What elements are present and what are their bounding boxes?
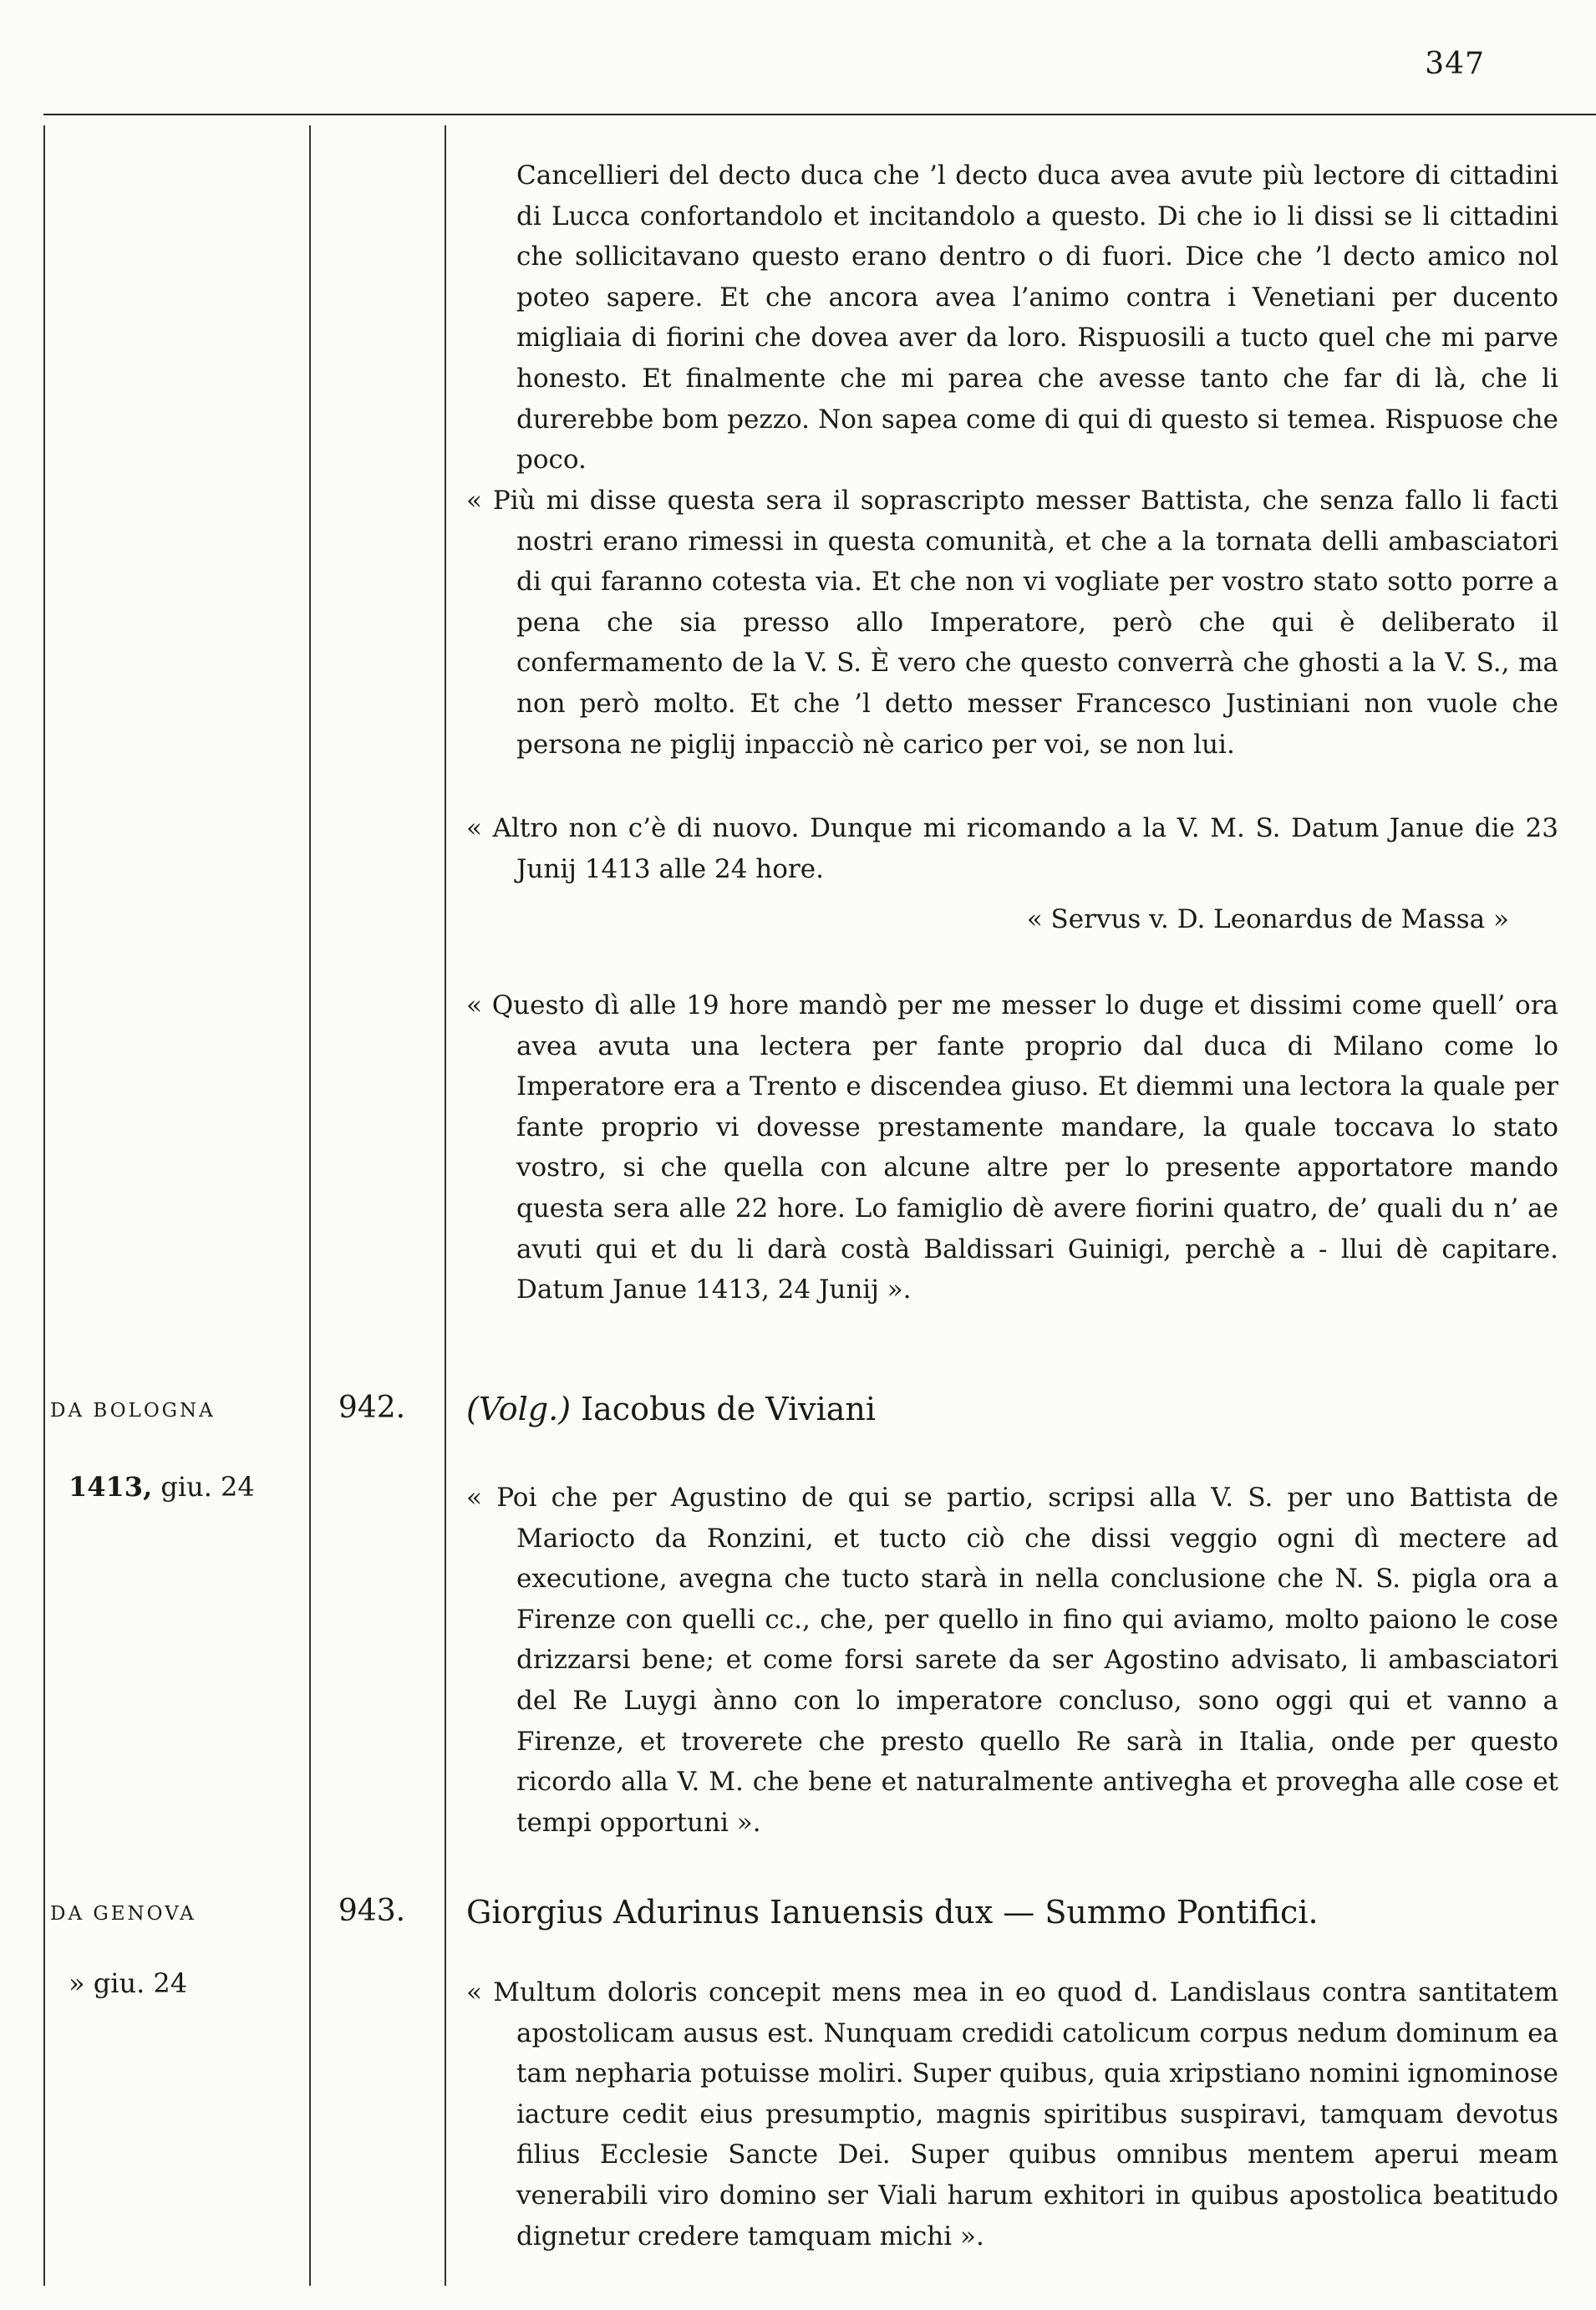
letter-paragraph-3: « Altro non c’è di nuovo. Dunque mi ricomando a la V. M. S. Datum Janue die 23 Junij 1413 alle 24 hore. xyxy=(466,813,1558,884)
letter-paragraph-2: « Più mi disse questa sera il soprascripto messer Battista, che senza fallo li facti nostri erano rimessi in questa comunità, et che a la tornata delli ambasciatori di qui faranno cotesta via. Et che non vi vogliate per vostro stato sotto porre a pena che sia presso allo Imperatore, però che qui è deliberato il confermamento de la V. S. È vero che questo converrà che ghosti a la V. S., ma non però molto. Et che ’l detto messer Francesco Justiniani non vuole che persona ne piglij inpacciò nè carico per voi, se non lui. xyxy=(466,486,1558,760)
entry-943-text: « Multum doloris concepit mens mea in eo quod d. Landislaus contra santitatem apostolicam ausus est. Nunquam credidi catolicum corpus nedum dominum ea tam nepharia potuisse moliri. Super quibus, quia xripstiano nomini ignominose iacture cedit eius presumptio, magnis spiritibus suspiravi, tamquam devotus filius Ecclesie Sancte Dei. Super quibus omnibus mentem aperui meam venerabili viro domino ser Viali harum exhitori in quibus apostolica beatitudo dignetur credere tamquam michi ». xyxy=(466,1977,1558,2251)
entry-942-heading xyxy=(466,1391,876,1427)
page-number: 347 xyxy=(1425,47,1485,81)
entry-942-place: DA BOLOGNA xyxy=(50,1400,216,1422)
entry-943-number: 943. xyxy=(338,1894,406,1928)
margin-line-right xyxy=(445,125,446,2286)
margin-line-left xyxy=(43,125,45,2286)
margin-line-middle xyxy=(309,125,311,2286)
letter-paragraph-1: Cancellieri del decto duca che ’l decto duca avea avute più lectore di cittadini di Lucca confortandolo et incitandolo a questo. Di che io li dissi se li cittadini che sollicitavano questo erano dentro o di fuori. Dice che ’l decto amico nol poteo sapere. Et che ancora avea l’animo contra i Venetiani per ducento migliaia di fiorini che dovea aver da loro. Rispuosili a tucto quel che mi parve honesto. Et finalmente che mi parea che avesse tanto che far di là, che li durerebbe bom pezzo. Non sapea come di qui di questo si temea. Rispuose che poco. xyxy=(516,160,1558,476)
letter-signature: « Servus v. D. Leonardus de Massa » xyxy=(1026,904,1509,934)
entry-943-place: DA GENOVA xyxy=(50,1903,196,1925)
letter-postscript: « Questo dì alle 19 hore mandò per me messer lo duge et dissimi come quell’ ora avea avuta una lectera per fante proprio dal duca di Milano come lo Imperatore era a Trento e discendea giuso. Et diemmi una lectora la quale per fante proprio vi dovesse prestamente mandare, la quale toccava lo stato vostro, si che quella con alcune altre per lo presente apportatore mando questa sera alle 22 hore. Lo famiglio dè avere fiorini quatro, de’ quali du n’ ae avuti qui et du li darà costà Baldissari Guinigi, perchè a - llui dè capitare. Datum Janue 1413, 24 Junij ». xyxy=(466,990,1558,1305)
entry-942-text: « Poi che per Agustino de qui se partio, scripsi alla V. S. per uno Battista de Mariocto da Ronzini, et tucto ciò che dissi veggio ogni dì mectere ad executione, avegna che tucto starà in nella conclusione che N. S. pigla ora a Firenze con quelli cc., che, per quello in fino qui aviamo, molto paiono le cose drizzarsi bene; et come forsi sarete da ser Agostino advisato, li ambasciatori del Re Luygi ànno con lo imperatore concluso, sono oggi qui et vanno a Firenze, et troverete che presto quello Re sarà in Italia, onde per questo ricordo alla V. M. che bene et naturalmente antivegha et provegha alle cose et tempi opportuni ». xyxy=(466,1483,1558,1838)
entry-943-date: » giu. 24 xyxy=(69,1967,188,1999)
entry-942-number: 942. xyxy=(338,1391,406,1425)
entry-942-date-rest: giu. 24 xyxy=(152,1471,255,1503)
entry-942-date-year: 1413, xyxy=(69,1471,153,1503)
header-rule xyxy=(43,114,1596,115)
entry-942-date xyxy=(69,1471,255,1503)
entry-942-heading-prefix: (Volg.) xyxy=(466,1391,572,1427)
entry-943-heading: Giorgius Adurinus Ianuensis dux — Summo Pontifici. xyxy=(466,1894,1319,1931)
entry-942-heading-title: Iacobus de Viviani xyxy=(571,1391,877,1427)
